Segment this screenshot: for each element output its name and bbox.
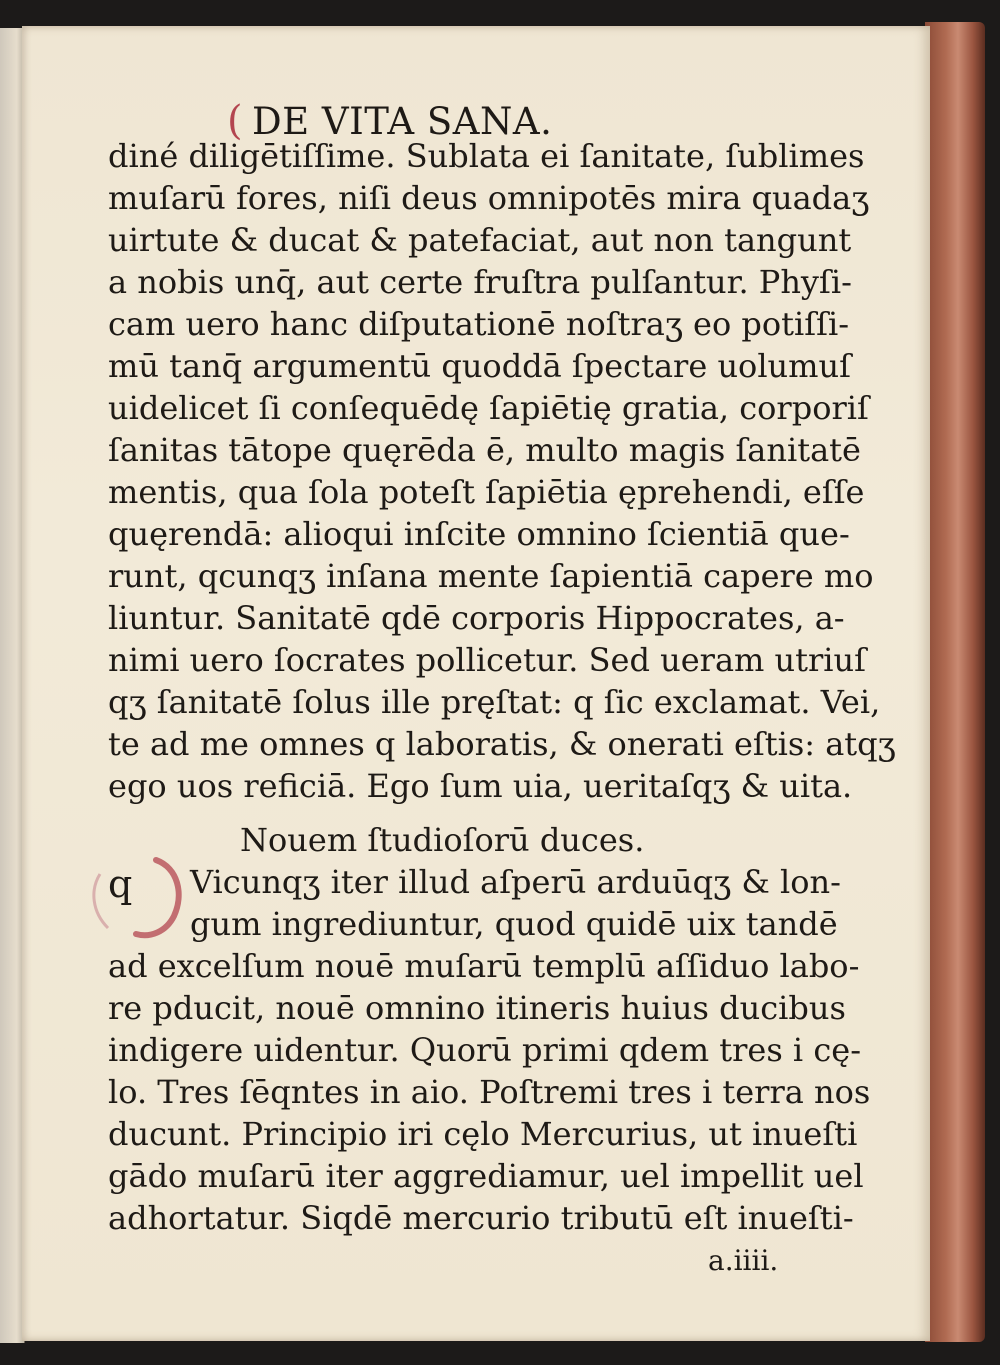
initial-letter-guide: q bbox=[108, 862, 133, 906]
text-line: gum ingrediuntur, quod quidē uix tandē bbox=[190, 905, 838, 943]
text-line: liuntur. Sanitatē qdē corporis Hippocrates, a- bbox=[108, 599, 845, 637]
text-line: lo. Tres ſēqntes in aio. Poſtremi tres i terra nos bbox=[108, 1073, 871, 1111]
text-line: diné diligētiſſime. Sublata ei ſanitate, ſublimes bbox=[108, 137, 865, 175]
chapter-heading: Nouem ſtudioſorū duces. bbox=[240, 821, 645, 859]
text-line: indigere uidentur. Quorū primi qdem tres i cę- bbox=[108, 1031, 861, 1069]
text-line: mū tanq̄ argumentū quoddā ſpectare uolumuſ bbox=[108, 347, 851, 385]
text-line: cam uero hanc diſputationē noſtraʒ eo potiſſi- bbox=[108, 305, 849, 343]
rubric-paragraph-mark: ( bbox=[227, 98, 243, 144]
text-line: Vicunqʒ iter illud aſperū arduūqʒ & lon- bbox=[190, 863, 841, 901]
text-line: a nobis unq̄, aut certe fruſtra pulſantur. Phyſi- bbox=[108, 263, 852, 301]
running-head: DE VITA SANA. bbox=[252, 100, 553, 143]
text-line: muſarū fores, niſi deus omnipotēs mira quadaʒ bbox=[108, 179, 870, 217]
text-line: qʒ ſanitatē ſolus ille pręſtat: q ſic exclamat. Vei, bbox=[108, 683, 881, 721]
text-line: quęrendā: alioqui inſcite omnino ſcientiā que- bbox=[108, 515, 850, 553]
text-line: te ad me omnes q laboratis, & onerati eſtis: atqʒ bbox=[108, 725, 896, 763]
text-line: uirtute & ducat & patefaciat, aut non tangunt bbox=[108, 221, 852, 259]
text-line: re pducit, nouē omnino itineris huius ducibus bbox=[108, 989, 846, 1027]
binding-cover-edge bbox=[925, 22, 985, 1342]
text-line: ego uos reficiā. Ego ſum uia, ueritaſqʒ & uita. bbox=[108, 767, 853, 805]
text-line: ſanitas tātope quęrēda ē, multo magis ſanitatē bbox=[108, 431, 861, 469]
text-line: gādo muſarū iter aggrediamur, uel impellit uel bbox=[108, 1157, 864, 1195]
decorated-initial-q-icon bbox=[86, 854, 196, 944]
text-line: nimi uero ſocrates pollicetur. Sed ueram utriuſ bbox=[108, 641, 866, 679]
text-line: adhortatur. Siqdē mercurio tributū eſt inueſti- bbox=[108, 1199, 854, 1237]
text-line: ad excelſum nouē muſarū templū aſſiduo labo- bbox=[108, 947, 860, 985]
text-line: uidelicet ſi conſequēdę ſapiētię gratia, corporiſ bbox=[108, 389, 869, 427]
text-line: ducunt. Principio iri cęlo Mercurius, ut inueſti bbox=[108, 1115, 858, 1153]
text-line: runt, qcunqʒ inſana mente ſapientiā capere mo bbox=[108, 557, 874, 595]
book-page bbox=[22, 26, 930, 1341]
signature-mark: a.iiii. bbox=[708, 1244, 779, 1277]
text-line: mentis, qua ſola poteſt ſapiētia ęprehendi, eſſe bbox=[108, 473, 865, 511]
